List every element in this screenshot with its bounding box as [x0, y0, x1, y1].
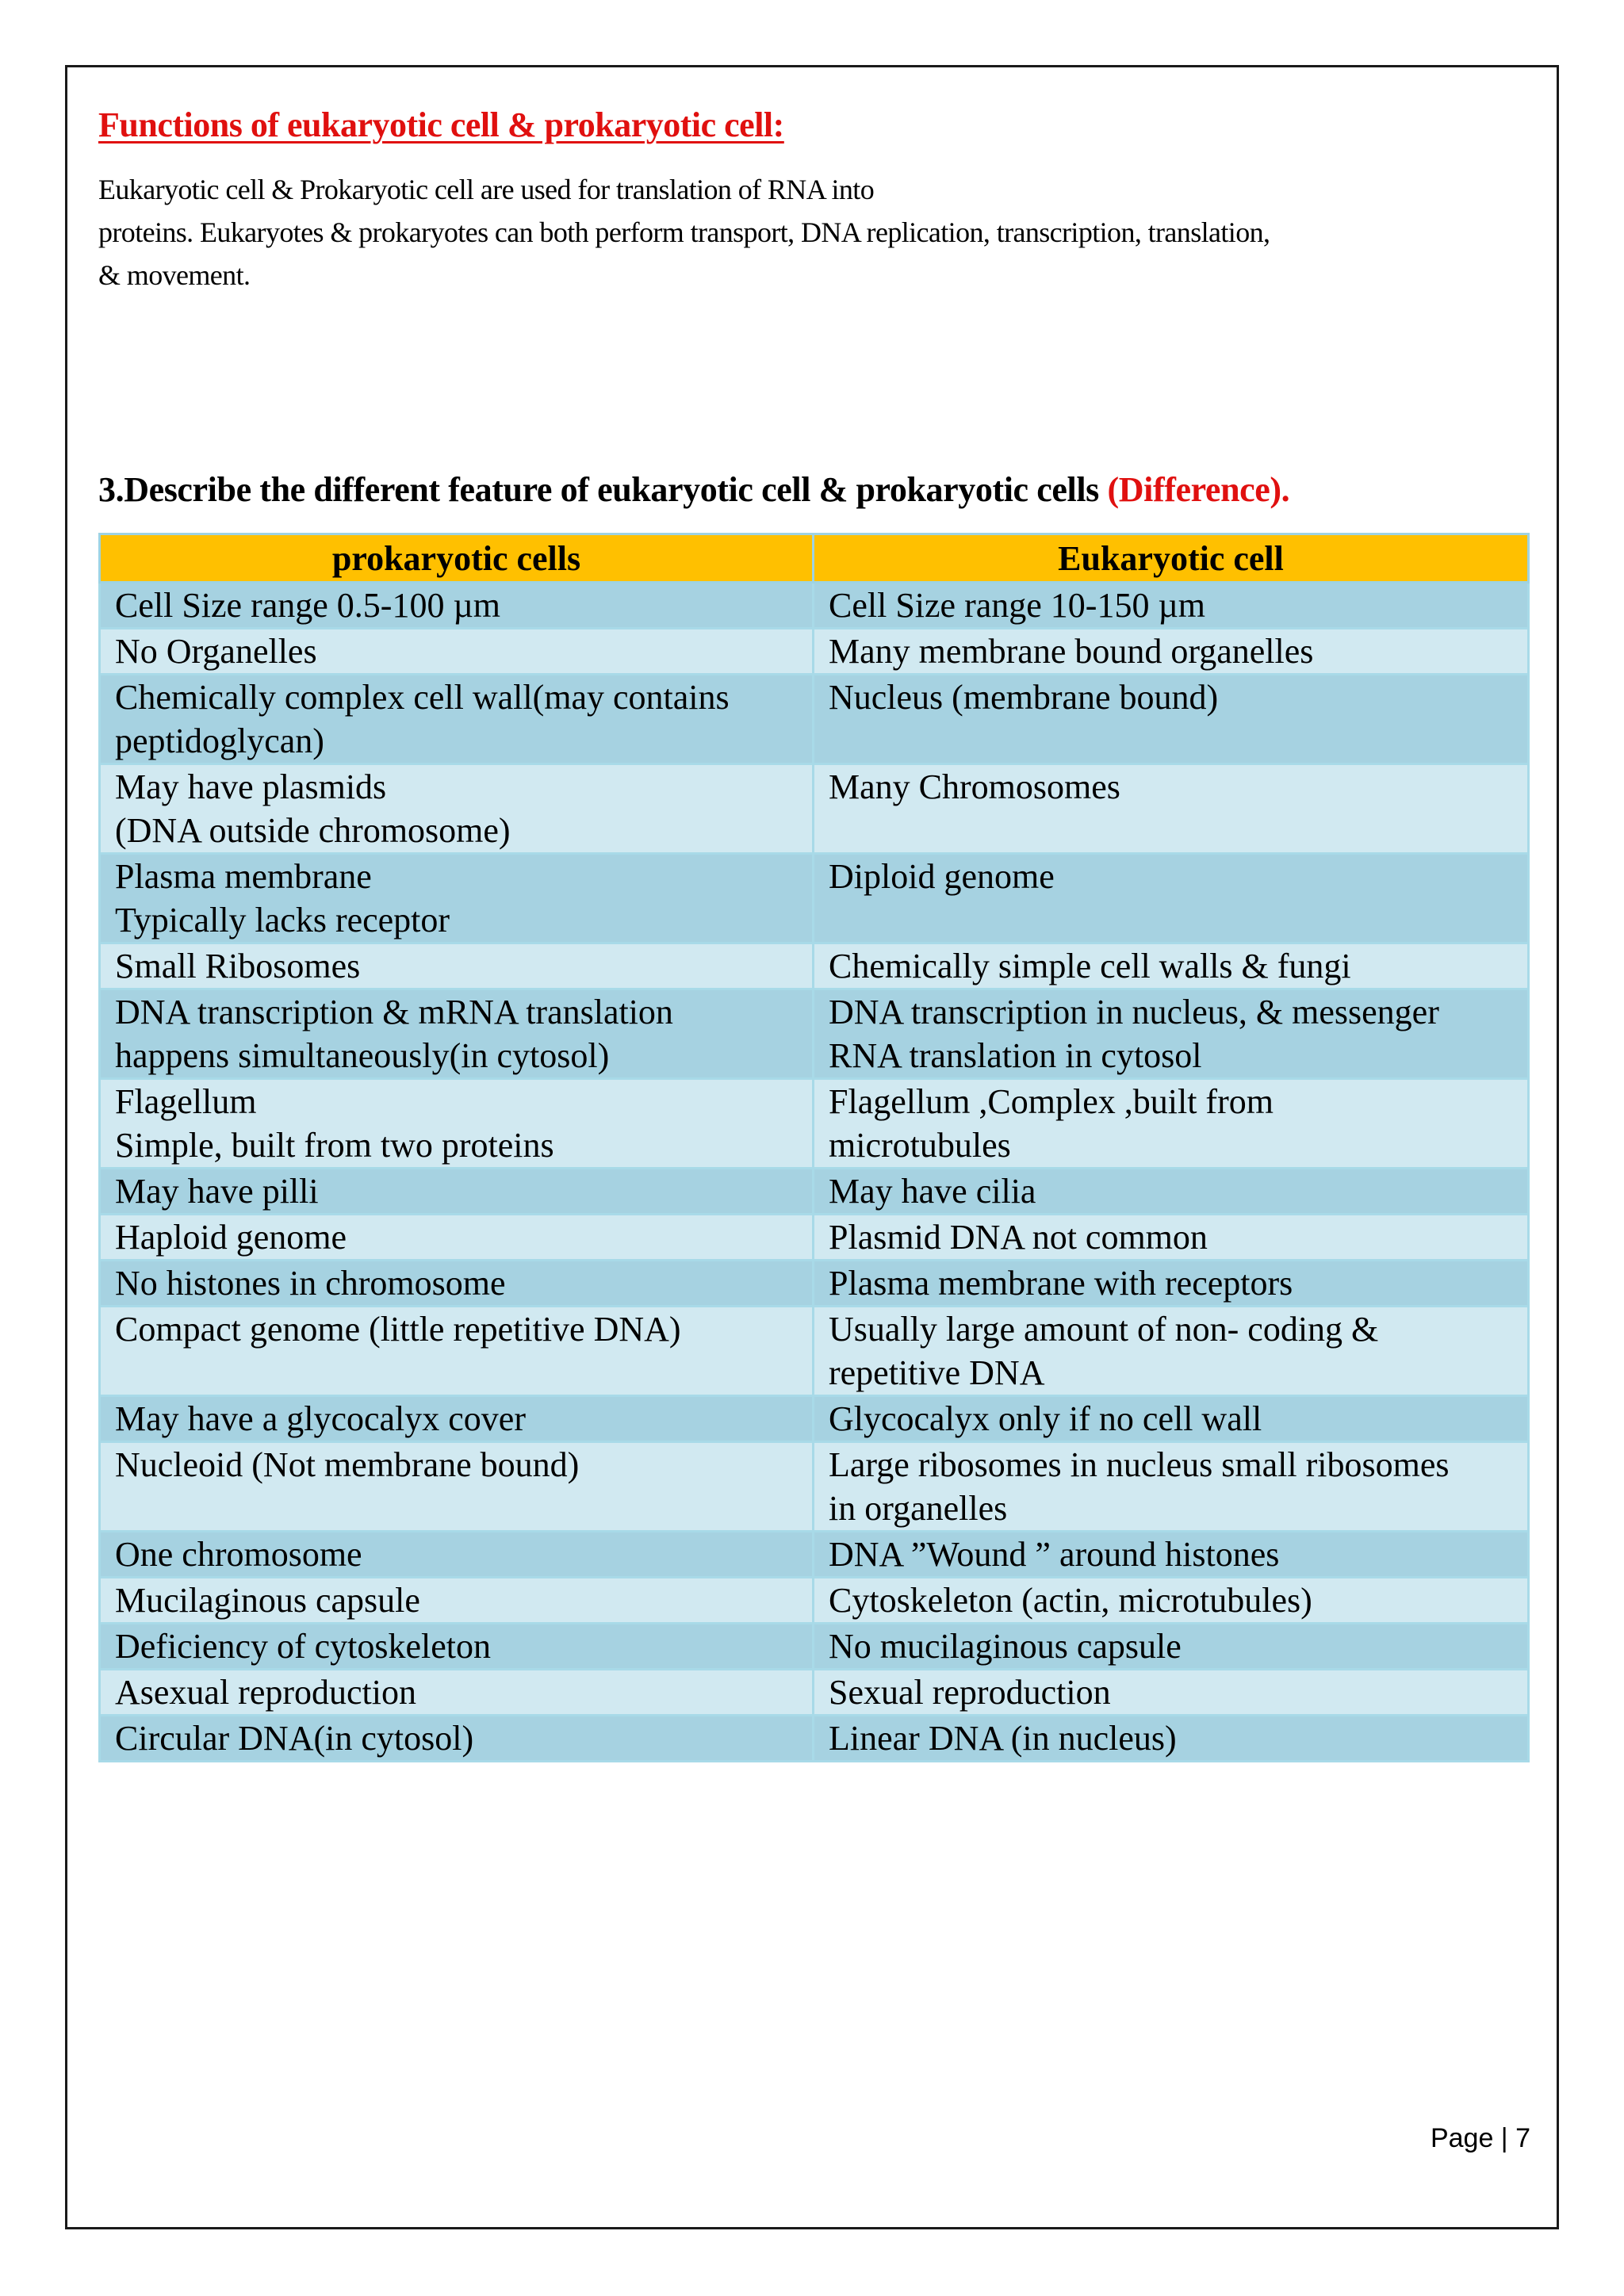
cell-line: Glycocalyx only if no cell wall [829, 1399, 1262, 1438]
cell-line: Many membrane bound organelles [829, 632, 1314, 671]
intro-line: Eukaryotic cell & Prokaryotic cell are used for translation of RNA into [98, 174, 875, 205]
cell-line: Large ribosomes in nucleus small ribosomes [829, 1445, 1450, 1484]
cell-prokaryotic [100, 989, 814, 1079]
cell-line: Plasma membrane with receptors [829, 1264, 1293, 1303]
table-row [100, 1442, 1529, 1532]
cell-eukaryotic [814, 1169, 1529, 1215]
table-row [100, 583, 1529, 629]
cell-eukaryotic [814, 1624, 1529, 1670]
cell-line: Plasmid DNA not common [829, 1218, 1208, 1257]
cell-eukaryotic [814, 1442, 1529, 1532]
cell-line: Flagellum ,Complex ,built from [829, 1082, 1274, 1121]
cell-line: Cell Size range 0.5-100 µm [115, 586, 501, 625]
cell-eukaryotic [814, 854, 1529, 943]
cell-line: Cytoskeleton (actin, microtubules) [829, 1581, 1312, 1620]
table-row [100, 1079, 1529, 1169]
cell-line: Asexual reproduction [115, 1673, 416, 1712]
cell-line: RNA translation in cytosol [829, 1036, 1202, 1075]
intro-line: proteins. Eukaryotes & prokaryotes can both perform transport, DNA replication, transcription, translation, [98, 216, 1270, 248]
cell-prokaryotic [100, 1624, 814, 1670]
question-heading [98, 466, 1526, 514]
table-row [100, 1307, 1529, 1396]
cell-prokaryotic [100, 1215, 814, 1261]
table-row [100, 854, 1529, 943]
cell-line: Mucilaginous capsule [115, 1581, 420, 1620]
cell-line: DNA ”Wound ” around histones [829, 1535, 1280, 1574]
cell-line: Nucleus (membrane bound) [829, 678, 1219, 717]
cell-line: Flagellum [115, 1082, 257, 1121]
cell-line: May have cilia [829, 1172, 1036, 1211]
page-content [98, 92, 1526, 1762]
page-number: Page | 7 [1430, 2123, 1530, 2153]
cell-prokaryotic [100, 629, 814, 675]
cell-eukaryotic [814, 1079, 1529, 1169]
cell-prokaryotic [100, 583, 814, 629]
cell-prokaryotic [100, 764, 814, 854]
cell-line: Nucleoid (Not membrane bound) [115, 1445, 580, 1484]
cell-prokaryotic [100, 1532, 814, 1578]
cell-line: Linear DNA (in nucleus) [829, 1719, 1177, 1758]
header-eukaryotic: Eukaryotic cell [814, 534, 1529, 583]
cell-line: No histones in chromosome [115, 1264, 506, 1303]
cell-line: One chromosome [115, 1535, 362, 1574]
cell-line: Cell Size range 10-150 µm [829, 586, 1206, 625]
cell-line: Haploid genome [115, 1218, 347, 1257]
cell-eukaryotic [814, 989, 1529, 1079]
cell-line: Chemically complex cell wall(may contains [115, 678, 730, 717]
cell-line: May have a glycocalyx cover [115, 1399, 526, 1438]
cell-prokaryotic [100, 1442, 814, 1532]
cell-eukaryotic [814, 1716, 1529, 1762]
table-row [100, 1578, 1529, 1624]
cell-prokaryotic [100, 1169, 814, 1215]
cell-line: Plasma membrane [115, 857, 372, 896]
cell-prokaryotic [100, 943, 814, 989]
table-row [100, 943, 1529, 989]
cell-line: repetitive DNA [829, 1353, 1045, 1392]
cell-line: DNA transcription & mRNA translation [115, 993, 673, 1031]
cell-prokaryotic [100, 1307, 814, 1396]
table-row [100, 1261, 1529, 1307]
cell-line: Simple, built from two proteins [115, 1126, 554, 1165]
cell-prokaryotic [100, 1578, 814, 1624]
cell-line: Many Chromosomes [829, 767, 1120, 806]
cell-prokaryotic [100, 854, 814, 943]
comparison-table [98, 533, 1530, 1762]
table-row [100, 1215, 1529, 1261]
cell-eukaryotic [814, 629, 1529, 675]
cell-eukaryotic [814, 1215, 1529, 1261]
table-row [100, 1169, 1529, 1215]
table-row [100, 1624, 1529, 1670]
cell-line: Sexual reproduction [829, 1673, 1111, 1712]
cell-line: Deficiency of cytoskeleton [115, 1627, 492, 1666]
cell-line: May have pilli [115, 1172, 319, 1211]
cell-line: Typically lacks receptor [115, 901, 450, 939]
table-row [100, 1532, 1529, 1578]
cell-line: microtubules [829, 1126, 1011, 1165]
cell-eukaryotic [814, 943, 1529, 989]
cell-line: Diploid genome [829, 857, 1055, 896]
cell-line: No mucilaginous capsule [829, 1627, 1182, 1666]
cell-prokaryotic [100, 1396, 814, 1442]
cell-line: Usually large amount of non- coding & [829, 1310, 1379, 1349]
cell-prokaryotic [100, 1079, 814, 1169]
cell-prokaryotic [100, 675, 814, 764]
table-row [100, 675, 1529, 764]
table-row [100, 1396, 1529, 1442]
section-heading: Functions of eukaryotic cell & prokaryotic cell: [98, 105, 784, 144]
cell-prokaryotic [100, 1261, 814, 1307]
cell-line: in organelles [829, 1489, 1008, 1528]
cell-eukaryotic [814, 583, 1529, 629]
table-row [100, 1670, 1529, 1716]
cell-line: Small Ribosomes [115, 947, 361, 985]
cell-prokaryotic [100, 1670, 814, 1716]
cell-line: Circular DNA(in cytosol) [115, 1719, 474, 1758]
cell-eukaryotic [814, 675, 1529, 764]
table-body [100, 583, 1529, 1762]
cell-eukaryotic [814, 1532, 1529, 1578]
cell-eukaryotic [814, 1396, 1529, 1442]
intro-paragraph [98, 168, 1526, 297]
cell-eukaryotic [814, 1307, 1529, 1396]
question-highlight: (Difference). [1107, 470, 1290, 509]
table-row [100, 629, 1529, 675]
cell-line: May have plasmids [115, 767, 387, 806]
cell-eukaryotic [814, 764, 1529, 854]
cell-line: (DNA outside chromosome) [115, 811, 511, 850]
question-text: 3.Describe the different feature of eukaryotic cell & prokaryotic cells [98, 470, 1108, 509]
cell-eukaryotic [814, 1670, 1529, 1716]
header-prokaryotic: prokaryotic cells [100, 534, 814, 583]
cell-line: Chemically simple cell walls & fungi [829, 947, 1351, 985]
cell-line: Compact genome (little repetitive DNA) [115, 1310, 681, 1349]
cell-line: DNA transcription in nucleus, & messenger [829, 993, 1439, 1031]
cell-eukaryotic [814, 1261, 1529, 1307]
table-row [100, 764, 1529, 854]
cell-prokaryotic [100, 1716, 814, 1762]
cell-line: peptidoglycan) [115, 721, 324, 760]
table-row [100, 989, 1529, 1079]
cell-line: No Organelles [115, 632, 317, 671]
table-header-row [100, 534, 1529, 583]
intro-line: & movement. [98, 259, 251, 291]
cell-line: happens simultaneously(in cytosol) [115, 1036, 610, 1075]
cell-eukaryotic [814, 1578, 1529, 1624]
table-row [100, 1716, 1529, 1762]
